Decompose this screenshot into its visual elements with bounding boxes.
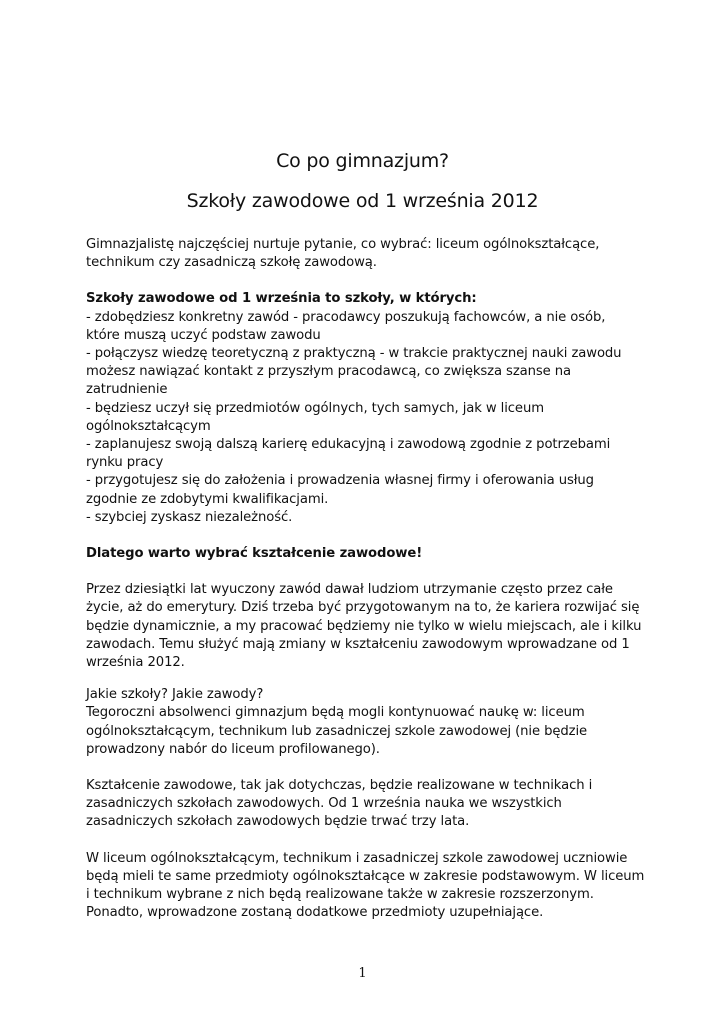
text-line: i technikum wybrane z nich będą realizowane także w zakresie rozszerzonym. <box>86 887 594 903</box>
paragraph-2 <box>86 686 646 759</box>
list-line: zatrudnienie <box>86 382 168 398</box>
text-line: będzie dynamicznie, a my pracować będziemy nie tylko w wielu miejscach, ale i kilku <box>86 618 642 634</box>
text-line: prowadzony nabór do liceum profilowanego). <box>86 741 380 757</box>
page-number: 1 <box>358 966 367 981</box>
list-line: - będziesz uczył się przedmiotów ogólnych, tych samych, jak w liceum <box>86 400 544 416</box>
document-title: Co po gimnazjum? <box>276 150 449 172</box>
list-line: rynku pracy <box>86 455 164 471</box>
list-line: które muszą uczyć podstaw zawodu <box>86 327 321 343</box>
paragraph-3 <box>86 777 646 832</box>
text-line: zasadniczych szkołach zawodowych. Od 1 września nauka we wszystkich <box>86 796 562 812</box>
list-line: ogólnokształcącym <box>86 418 211 434</box>
section1 <box>86 290 646 527</box>
text-line: życie, aż do emerytury. Dziś trzeba być przygotowanym na to, że kariera rozwijać się <box>86 600 640 616</box>
paragraph-4 <box>86 850 646 923</box>
text-line: września 2012. <box>86 655 185 671</box>
text-line: Ponadto, wprowadzone zostaną dodatkowe przedmioty uzupełniające. <box>86 905 544 921</box>
text-line: W liceum ogólnokształcącym, technikum i zasadniczej szkole zawodowej uczniowie <box>86 850 628 866</box>
text-line: Jakie szkoły? Jakie zawody? <box>86 687 264 703</box>
list-line: możesz nawiązać kontakt z przyszłym pracodawcą, co zwiększa szanse na <box>86 364 572 380</box>
text-line: Tegoroczni absolwenci gimnazjum będą mogli kontynuować naukę w: liceum <box>86 705 585 721</box>
list-line: zgodnie ze zdobytymi kwalifikacjami. <box>86 491 329 507</box>
list-line: - szybciej zyskasz niezależność. <box>86 509 293 525</box>
intro-paragraph <box>86 236 646 272</box>
list-line: - przygotujesz się do założenia i prowadzenia własnej firmy i oferowania usług <box>86 473 594 489</box>
document-subtitle: Szkoły zawodowe od 1 września 2012 <box>186 190 539 212</box>
section1-heading: Szkoły zawodowe od 1 września to szkoły, w których: <box>86 291 477 307</box>
list-line: - połączysz wiedzę teoretyczną z praktyczną - w trakcie praktycznej nauki zawodu <box>86 346 622 362</box>
text-line: będą mieli te same przedmioty ogólnokształcące w zakresie podstawowym. W liceum <box>86 868 645 884</box>
text-line: technikum czy zasadniczą szkołę zawodową. <box>86 255 377 271</box>
list-line: - zdobędziesz konkretny zawód - pracodawcy poszukują fachowców, a nie osób, <box>86 309 606 325</box>
section2-heading: Dlatego warto wybrać kształcenie zawodowe! <box>86 546 423 562</box>
list-line: - zaplanujesz swoją dalszą karierę edukacyjną i zawodową zgodnie z potrzebami <box>86 437 611 453</box>
text-line: Gimnazjalistę najczęściej nurtuje pytanie, co wybrać: liceum ogólnokształcące, <box>86 237 600 252</box>
text-line: zawodach. Temu służyć mają zmiany w kształceniu zawodowym wprowadzane od 1 <box>86 636 630 652</box>
document-body <box>86 236 646 923</box>
section2-heading-block <box>86 545 646 563</box>
paragraph-1 <box>86 581 646 672</box>
text-line: ogólnokształcącym, technikum lub zasadniczej szkole zawodowej (nie będzie <box>86 723 588 739</box>
text-line: zasadniczych szkołach zawodowych będzie trwać trzy lata. <box>86 814 470 830</box>
text-line: Przez dziesiątki lat wyuczony zawód dawał ludziom utrzymanie często przez całe <box>86 582 613 598</box>
text-line: Kształcenie zawodowe, tak jak dotychczas, będzie realizowane w technikach i <box>86 778 593 794</box>
